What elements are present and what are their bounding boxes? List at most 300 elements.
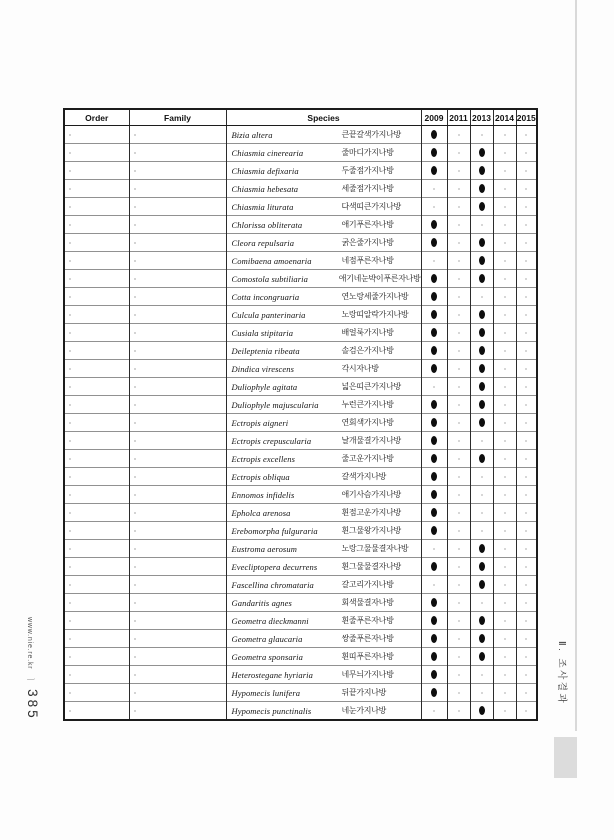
presence-dot <box>431 562 437 571</box>
table-row <box>64 576 537 594</box>
scan-artifact-dot <box>458 296 460 298</box>
scan-artifact-dot <box>458 458 460 460</box>
species-latin-name: Cusiala stipitaria <box>231 327 294 338</box>
species-korean-name: 네눈가지나방 <box>341 706 387 715</box>
scan-artifact-dot <box>69 530 71 532</box>
species-cell <box>226 270 421 288</box>
scan-artifact-dot <box>525 494 527 496</box>
scan-artifact-dot <box>458 278 460 280</box>
year-cell-2011 <box>447 450 470 468</box>
year-cell-2015 <box>516 702 537 721</box>
scan-artifact-dot <box>69 242 71 244</box>
scan-artifact-dot <box>458 674 460 676</box>
species-cell <box>226 666 421 684</box>
year-cell-2011 <box>447 378 470 396</box>
year-cell-2013 <box>470 126 493 144</box>
presence-dot <box>431 220 437 229</box>
year-cell-2015 <box>516 396 537 414</box>
scan-artifact-dot <box>504 242 506 244</box>
presence-dot <box>431 598 437 607</box>
species-latin-name: Geometra dieckmanni <box>231 615 309 626</box>
year-cell-2011 <box>447 612 470 630</box>
family-cell <box>129 162 226 180</box>
family-cell <box>129 396 226 414</box>
table-row <box>64 360 537 378</box>
species-korean-name: 연회색가지나방 <box>341 418 394 427</box>
year-cell-2009 <box>421 198 447 216</box>
species-korean-name: 애기사슴가지나방 <box>341 490 401 499</box>
scan-artifact-dot <box>504 602 506 604</box>
year-cell-2013 <box>470 666 493 684</box>
presence-dot <box>479 202 485 211</box>
species-cell <box>226 126 421 144</box>
species-latin-name: Duliophyle agitata <box>231 381 298 392</box>
scan-artifact-dot <box>504 152 506 154</box>
presence-dot <box>431 130 437 139</box>
year-cell-2013 <box>470 342 493 360</box>
species-korean-name: 흰점고운가지나방 <box>341 508 401 517</box>
scan-artifact-dot <box>134 242 136 244</box>
scan-artifact-dot <box>134 386 136 388</box>
scan-artifact-dot <box>134 656 136 658</box>
scan-artifact-dot <box>481 674 483 676</box>
scan-artifact-dot <box>458 206 460 208</box>
species-latin-name: Ectropis excellens <box>231 453 296 464</box>
scan-artifact-dot <box>69 638 71 640</box>
family-cell <box>129 270 226 288</box>
table-row <box>64 162 537 180</box>
presence-dot <box>431 310 437 319</box>
year-cell-2011 <box>447 414 470 432</box>
scan-artifact-dot <box>525 386 527 388</box>
species-latin-name: Erebomorpha fulguraria <box>231 525 318 536</box>
scan-artifact-dot <box>458 332 460 334</box>
order-cell <box>64 648 129 666</box>
scan-artifact-dot <box>69 260 71 262</box>
scan-artifact-dot <box>504 584 506 586</box>
year-cell-2015 <box>516 486 537 504</box>
order-cell <box>64 576 129 594</box>
family-cell <box>129 126 226 144</box>
species-korean-name: 흰띠푸른자나방 <box>341 652 394 661</box>
site-url: www.nie.re.kr <box>26 617 33 670</box>
scan-artifact-dot <box>458 422 460 424</box>
year-cell-2011 <box>447 324 470 342</box>
year-cell-2011 <box>447 522 470 540</box>
year-cell-2015 <box>516 306 537 324</box>
year-cell-2014 <box>493 558 516 576</box>
order-cell <box>64 540 129 558</box>
presence-dot <box>431 490 437 499</box>
scan-artifact-dot <box>504 386 506 388</box>
species-latin-name: Duliophyle majuscularia <box>231 399 319 410</box>
scan-artifact-dot <box>69 692 71 694</box>
scan-artifact-dot <box>458 710 460 712</box>
scan-artifact-dot <box>134 152 136 154</box>
scan-artifact-dot <box>458 170 460 172</box>
order-cell <box>64 666 129 684</box>
year-cell-2015 <box>516 270 537 288</box>
year-cell-2014 <box>493 180 516 198</box>
scan-artifact-dot <box>504 566 506 568</box>
year-cell-2013 <box>470 360 493 378</box>
year-cell-2009 <box>421 576 447 594</box>
species-latin-name: Cleora repulsaria <box>231 237 295 248</box>
year-cell-2014 <box>493 126 516 144</box>
species-korean-name: 흰그물물결자나방 <box>341 562 401 571</box>
species-latin-name: Culcula panterinaria <box>231 309 306 320</box>
year-cell-2014 <box>493 198 516 216</box>
year-cell-2013 <box>470 504 493 522</box>
year-cell-2015 <box>516 576 537 594</box>
year-cell-2011 <box>447 594 470 612</box>
species-korean-name: 네점푸른자나방 <box>341 256 394 265</box>
species-korean-name: 갈색가지나방 <box>341 472 387 481</box>
table-row <box>64 324 537 342</box>
year-cell-2011 <box>447 540 470 558</box>
scan-artifact-dot <box>458 224 460 226</box>
year-cell-2009 <box>421 360 447 378</box>
scan-artifact-dot <box>134 368 136 370</box>
scan-artifact-dot <box>504 494 506 496</box>
year-cell-2013 <box>470 216 493 234</box>
scan-artifact-dot <box>525 710 527 712</box>
family-cell <box>129 504 226 522</box>
family-cell <box>129 630 226 648</box>
scan-artifact-dot <box>481 602 483 604</box>
scan-artifact-dot <box>525 134 527 136</box>
order-cell <box>64 486 129 504</box>
scan-artifact-dot <box>458 584 460 586</box>
species-latin-name: Hypomecis punctinalis <box>231 705 312 716</box>
scan-artifact-dot <box>504 224 506 226</box>
scan-artifact-dot <box>69 368 71 370</box>
presence-dot <box>479 544 485 553</box>
year-cell-2011 <box>447 432 470 450</box>
order-cell <box>64 198 129 216</box>
year-cell-2015 <box>516 198 537 216</box>
species-latin-name: Ectropis crepuscularia <box>231 435 312 446</box>
family-cell <box>129 432 226 450</box>
scan-artifact-dot <box>525 476 527 478</box>
scan-artifact-dot <box>458 386 460 388</box>
year-cell-2009 <box>421 414 447 432</box>
scan-artifact-dot <box>504 350 506 352</box>
year-cell-2009 <box>421 306 447 324</box>
scan-artifact-dot <box>458 530 460 532</box>
order-cell <box>64 378 129 396</box>
scan-artifact-dot <box>458 692 460 694</box>
presence-dot <box>431 400 437 409</box>
species-latin-name: Bizia altera <box>231 129 273 140</box>
family-cell <box>129 684 226 702</box>
year-cell-2011 <box>447 270 470 288</box>
year-cell-2014 <box>493 378 516 396</box>
species-latin-name: Chiasmia hebesata <box>231 183 299 194</box>
year-cell-2011 <box>447 504 470 522</box>
year-cell-2013 <box>470 270 493 288</box>
order-cell <box>64 414 129 432</box>
scan-artifact-dot <box>69 314 71 316</box>
year-cell-2009 <box>421 666 447 684</box>
order-cell <box>64 432 129 450</box>
table-body <box>64 126 537 721</box>
scan-artifact-dot <box>134 692 136 694</box>
scan-artifact-dot <box>69 386 71 388</box>
header-year-2013: 2013 <box>470 109 493 126</box>
scan-artifact-dot <box>504 332 506 334</box>
table-row <box>64 306 537 324</box>
presence-dot <box>479 454 485 463</box>
scan-artifact-dot <box>69 134 71 136</box>
species-korean-name: 흰그물왕가지나방 <box>341 526 401 535</box>
year-cell-2011 <box>447 342 470 360</box>
scan-artifact-dot <box>69 404 71 406</box>
presence-dot <box>479 184 485 193</box>
header-species: Species <box>226 109 421 126</box>
species-korean-name: 회색물결자나방 <box>341 598 394 607</box>
year-cell-2014 <box>493 702 516 721</box>
table-row <box>64 234 537 252</box>
family-cell <box>129 468 226 486</box>
species-korean-name: 뒤끝가지나방 <box>341 688 387 697</box>
year-cell-2013 <box>470 702 493 721</box>
year-cell-2015 <box>516 468 537 486</box>
family-cell <box>129 324 226 342</box>
species-latin-name: Ectropis aigneri <box>231 417 289 428</box>
table-row <box>64 594 537 612</box>
scan-artifact-dot <box>433 548 435 550</box>
scan-artifact-dot <box>134 530 136 532</box>
scan-artifact-dot <box>525 584 527 586</box>
order-cell <box>64 630 129 648</box>
year-cell-2014 <box>493 396 516 414</box>
scan-artifact-dot <box>134 620 136 622</box>
scan-artifact-dot <box>69 206 71 208</box>
year-cell-2009 <box>421 288 447 306</box>
family-cell <box>129 342 226 360</box>
species-cell <box>226 504 421 522</box>
scan-artifact-dot <box>525 170 527 172</box>
order-cell <box>64 342 129 360</box>
year-cell-2014 <box>493 612 516 630</box>
year-cell-2009 <box>421 432 447 450</box>
year-cell-2013 <box>470 558 493 576</box>
species-korean-name: 네무늬가지나방 <box>341 670 394 679</box>
year-cell-2011 <box>447 684 470 702</box>
year-cell-2013 <box>470 540 493 558</box>
year-cell-2009 <box>421 558 447 576</box>
scan-artifact-dot <box>134 458 136 460</box>
scan-artifact-dot <box>504 548 506 550</box>
year-cell-2013 <box>470 594 493 612</box>
species-cell <box>226 288 421 306</box>
scan-artifact-dot <box>134 674 136 676</box>
year-cell-2015 <box>516 414 537 432</box>
family-cell <box>129 648 226 666</box>
scan-artifact-dot <box>525 458 527 460</box>
scan-artifact-dot <box>69 674 71 676</box>
scan-artifact-dot <box>134 548 136 550</box>
year-cell-2013 <box>470 144 493 162</box>
scan-artifact-dot <box>481 512 483 514</box>
scan-artifact-dot <box>504 512 506 514</box>
year-cell-2014 <box>493 684 516 702</box>
presence-dot <box>431 436 437 445</box>
presence-dot <box>431 634 437 643</box>
scan-artifact-dot <box>458 152 460 154</box>
year-cell-2011 <box>447 360 470 378</box>
year-cell-2015 <box>516 234 537 252</box>
year-cell-2013 <box>470 576 493 594</box>
year-cell-2009 <box>421 486 447 504</box>
scan-artifact-dot <box>134 566 136 568</box>
year-cell-2009 <box>421 504 447 522</box>
section-title-vertical: Ⅱ. 조사결과 <box>556 641 567 706</box>
order-cell <box>64 162 129 180</box>
species-cell <box>226 162 421 180</box>
scan-artifact-dot <box>481 692 483 694</box>
species-korean-name: 갈고리가지나방 <box>341 580 394 589</box>
presence-dot <box>479 616 485 625</box>
year-cell-2009 <box>421 450 447 468</box>
year-cell-2014 <box>493 306 516 324</box>
presence-dot <box>431 652 437 661</box>
order-cell <box>64 234 129 252</box>
species-cell <box>226 612 421 630</box>
year-cell-2014 <box>493 216 516 234</box>
year-cell-2009 <box>421 162 447 180</box>
family-cell <box>129 144 226 162</box>
year-cell-2014 <box>493 648 516 666</box>
species-cell <box>226 558 421 576</box>
family-cell <box>129 378 226 396</box>
presence-dot <box>479 310 485 319</box>
species-latin-name: Comostola subtiliaria <box>231 273 308 284</box>
presence-dot <box>479 580 485 589</box>
table-row <box>64 702 537 721</box>
species-korean-name: 줄고운가지나방 <box>341 454 394 463</box>
species-korean-name: 다색띠큰가지나방 <box>341 202 401 211</box>
header-year-2009: 2009 <box>421 109 447 126</box>
page-number: 385 <box>25 689 40 721</box>
species-korean-name: 넓은띠큰가지나방 <box>341 382 401 391</box>
scan-artifact-dot <box>69 566 71 568</box>
scan-artifact-dot <box>458 242 460 244</box>
scan-artifact-dot <box>525 404 527 406</box>
species-korean-name: 줄마디가지나방 <box>341 148 394 157</box>
year-cell-2013 <box>470 468 493 486</box>
species-korean-name: 큰끝갈색가지나방 <box>341 130 401 139</box>
year-cell-2011 <box>447 252 470 270</box>
scan-artifact-dot <box>504 656 506 658</box>
year-cell-2015 <box>516 630 537 648</box>
family-cell <box>129 612 226 630</box>
year-cell-2011 <box>447 486 470 504</box>
year-cell-2011 <box>447 234 470 252</box>
year-cell-2011 <box>447 288 470 306</box>
page-edge-line <box>575 0 577 731</box>
presence-dot <box>431 274 437 283</box>
year-cell-2015 <box>516 180 537 198</box>
species-korean-name: 애기네눈박이푸른자나방 <box>338 274 421 283</box>
year-cell-2009 <box>421 252 447 270</box>
species-latin-name: Evecliptopera decurrens <box>231 561 318 572</box>
order-cell <box>64 324 129 342</box>
table-row <box>64 126 537 144</box>
scan-artifact-dot <box>504 692 506 694</box>
year-cell-2015 <box>516 594 537 612</box>
table-header <box>64 109 537 126</box>
year-cell-2009 <box>421 630 447 648</box>
scan-artifact-dot <box>69 296 71 298</box>
year-cell-2014 <box>493 468 516 486</box>
species-cell <box>226 540 421 558</box>
year-cell-2014 <box>493 576 516 594</box>
scan-artifact-dot <box>504 404 506 406</box>
presence-dot <box>479 418 485 427</box>
scan-artifact-dot <box>525 242 527 244</box>
species-cell <box>226 234 421 252</box>
species-cell <box>226 432 421 450</box>
year-cell-2013 <box>470 198 493 216</box>
scan-artifact-dot <box>69 278 71 280</box>
scan-artifact-dot <box>458 134 460 136</box>
order-cell <box>64 144 129 162</box>
year-cell-2011 <box>447 666 470 684</box>
year-cell-2014 <box>493 288 516 306</box>
scan-artifact-dot <box>458 368 460 370</box>
scan-artifact-dot <box>458 350 460 352</box>
scan-artifact-dot <box>525 530 527 532</box>
table-row <box>64 666 537 684</box>
order-cell <box>64 594 129 612</box>
scan-artifact-dot <box>134 710 136 712</box>
year-cell-2015 <box>516 504 537 522</box>
species-cell <box>226 144 421 162</box>
scan-artifact-dot <box>458 620 460 622</box>
scan-artifact-dot <box>504 710 506 712</box>
scan-artifact-dot <box>458 602 460 604</box>
year-cell-2013 <box>470 630 493 648</box>
table-row <box>64 180 537 198</box>
scan-artifact-dot <box>134 476 136 478</box>
header-year-2011: 2011 <box>447 109 470 126</box>
table-row <box>64 486 537 504</box>
year-cell-2009 <box>421 540 447 558</box>
presence-dot <box>431 166 437 175</box>
scan-artifact-dot <box>525 602 527 604</box>
year-cell-2013 <box>470 684 493 702</box>
scan-artifact-dot <box>458 494 460 496</box>
family-cell <box>129 288 226 306</box>
year-cell-2015 <box>516 612 537 630</box>
family-cell <box>129 576 226 594</box>
scan-artifact-dot <box>134 602 136 604</box>
scan-artifact-dot <box>433 386 435 388</box>
species-cell <box>226 342 421 360</box>
scan-artifact-dot <box>134 188 136 190</box>
species-latin-name: Cotta incongruaria <box>231 291 300 302</box>
scan-artifact-dot <box>481 296 483 298</box>
year-cell-2014 <box>493 324 516 342</box>
family-cell <box>129 198 226 216</box>
year-cell-2014 <box>493 234 516 252</box>
species-korean-name: 각시자나방 <box>341 364 379 373</box>
scan-artifact-dot <box>134 278 136 280</box>
scan-artifact-dot <box>525 296 527 298</box>
scan-artifact-dot <box>481 440 483 442</box>
